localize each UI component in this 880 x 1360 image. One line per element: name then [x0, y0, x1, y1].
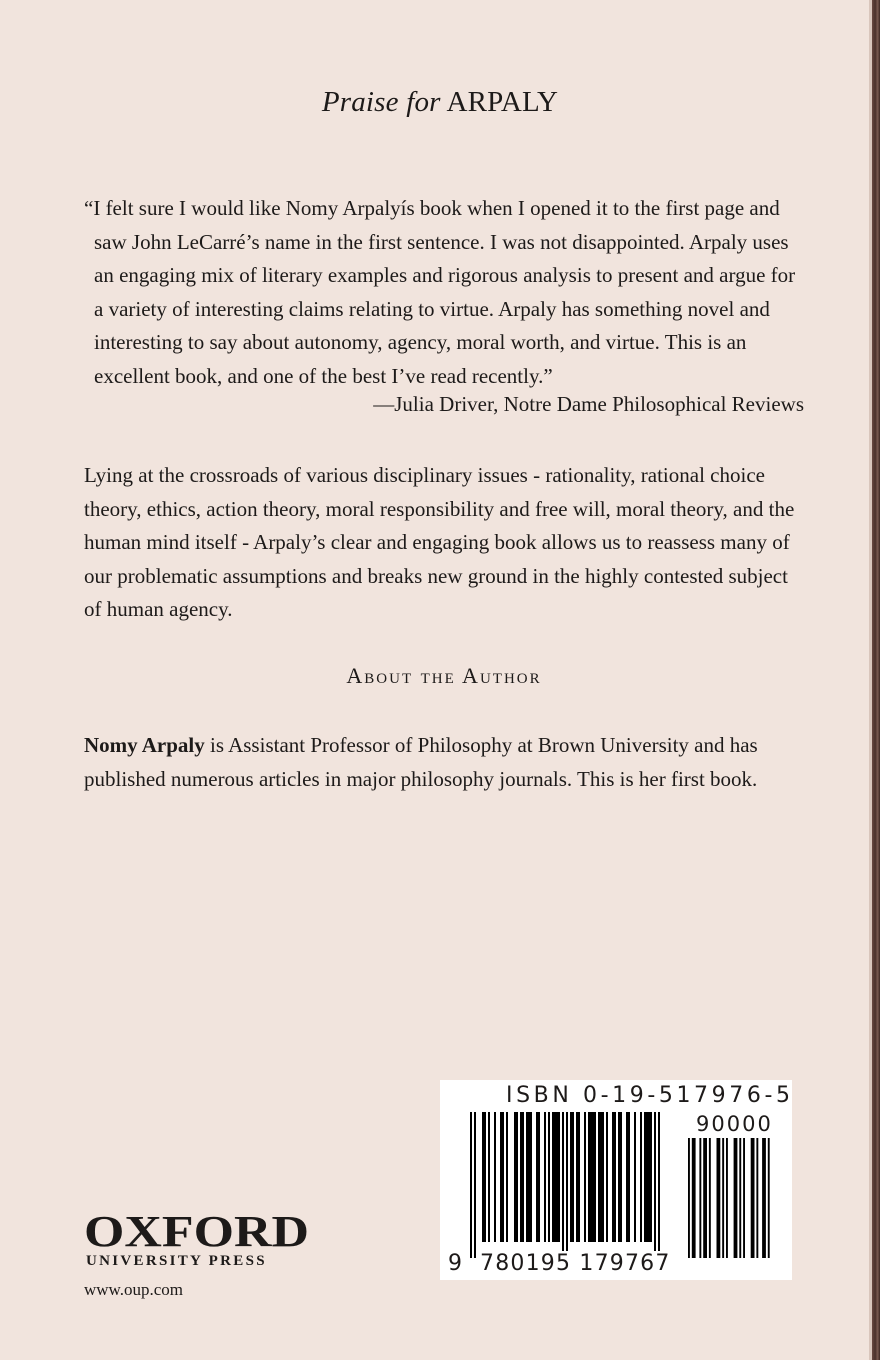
barcode-bar	[482, 1112, 486, 1242]
barcode-bar	[488, 1112, 490, 1242]
barcode-bar	[709, 1138, 711, 1258]
barcode-bar	[506, 1112, 508, 1242]
barcode-bar	[470, 1112, 472, 1258]
barcode-bar	[552, 1112, 560, 1242]
barcode-bar	[588, 1112, 596, 1242]
barcode-bar	[654, 1112, 656, 1258]
review-quote-text: “I felt sure I would like Nomy Arpalyís book when I opened it to the first page and saw John LeCarré’s name in the first sentence. I was not disappointed. Arpaly uses an engaging mix of literary examples and rigorous analysis to present and argue for a variety of interesting claims relating to virtue. Arpaly has something novel and interesting to say about autonomy, agency, moral worth, and virtue. This is an excellent book, and one of the best I’ve read recently.”	[84, 196, 796, 388]
ean-digits: 780195 179767	[480, 1251, 671, 1276]
price-barcode	[688, 1138, 782, 1278]
barcode-bar	[514, 1112, 518, 1242]
barcode-bar	[570, 1112, 574, 1242]
barcode-bar	[536, 1112, 540, 1242]
barcode-bar	[644, 1112, 652, 1242]
barcode-bar	[762, 1138, 766, 1258]
ean-barcode	[470, 1112, 670, 1258]
barcode-bar	[726, 1138, 728, 1258]
review-attribution: —Julia Driver, Notre Dame Philosophical Reviews	[373, 392, 804, 416]
about-author-heading: About the Author	[346, 663, 542, 688]
barcode-bar	[717, 1138, 721, 1258]
barcode-bar	[658, 1112, 660, 1258]
barcode-bar	[526, 1112, 532, 1242]
author-name: Nomy Arpaly	[84, 733, 205, 757]
barcode-bar	[562, 1112, 564, 1258]
barcode-bar	[626, 1112, 630, 1242]
barcode-bar	[606, 1112, 608, 1242]
barcode-bar	[584, 1112, 586, 1242]
barcode-bar	[703, 1138, 707, 1258]
barcode-bar	[520, 1112, 524, 1242]
praise-heading-prefix: Praise for	[321, 86, 441, 118]
barcode-bar	[768, 1138, 770, 1258]
barcode-bar	[743, 1138, 745, 1258]
author-bio	[84, 729, 804, 796]
barcode-bar	[688, 1138, 690, 1258]
barcode-bar	[722, 1138, 724, 1258]
barcode-bar	[576, 1112, 580, 1242]
barcode-bar	[634, 1112, 636, 1242]
barcode-bar	[474, 1112, 476, 1258]
praise-heading-name: ARPALY	[446, 86, 559, 118]
praise-heading	[0, 86, 880, 119]
barcode-bar	[500, 1112, 504, 1242]
isbn-label: ISBN 0-19-517976-5	[506, 1083, 794, 1108]
barcode-bar	[756, 1138, 758, 1258]
barcode-bar	[612, 1112, 616, 1242]
book-description: Lying at the crossroads of various disciplinary issues - rationality, rational choice theory, ethics, action theory, moral responsibility and free will, moral theory, and the human mind itself - Arpaly’s clear and engaging book allows us to reassess many of our problematic assumptions and breaks new ground in the highly contested subject of human agency.	[84, 463, 795, 621]
ean-first-digit: 9	[448, 1251, 462, 1276]
barcode-bar	[598, 1112, 604, 1242]
barcode-bar	[734, 1138, 738, 1258]
barcode-bar	[494, 1112, 496, 1242]
publisher-logo: OXFORD	[84, 1207, 309, 1256]
barcode-bar	[566, 1112, 568, 1258]
barcode-bar	[548, 1112, 550, 1242]
barcode-bar	[699, 1138, 701, 1258]
barcode-bar	[739, 1138, 741, 1258]
price-code: 90000	[696, 1112, 773, 1136]
barcode-bar	[618, 1112, 622, 1242]
barcode-bar	[544, 1112, 546, 1242]
author-bio-text: is Assistant Professor of Philosophy at Brown University and has published numerous articles in major philosophy journals. This is her first book.	[84, 733, 758, 791]
review-quote	[84, 192, 804, 393]
publisher-url: www.oup.com	[84, 1280, 183, 1299]
barcode-bar	[751, 1138, 755, 1258]
publisher-subtitle: UNIVERSITY PRESS	[86, 1253, 267, 1269]
barcode-bar	[692, 1138, 696, 1258]
barcode-bar	[640, 1112, 642, 1242]
